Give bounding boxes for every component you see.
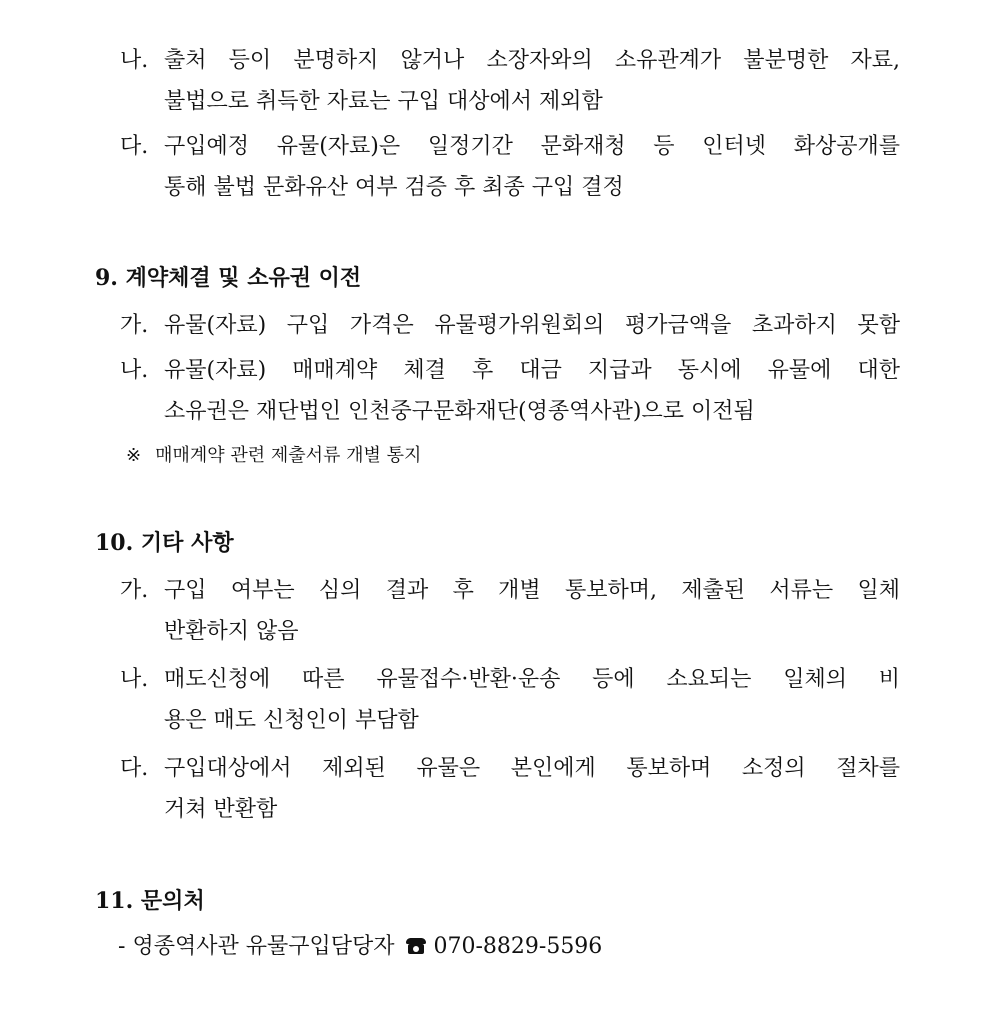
item-text-line1: 구입 여부는 심의 결과 후 개별 통보하며, 제출된 서류는 일체 <box>164 577 900 603</box>
contact-phone: 070-8829-5596 <box>433 934 603 959</box>
item-marker: 가. <box>120 577 149 603</box>
section11-heading: 11. 문의처 <box>95 888 205 914</box>
section10-item-na <box>120 655 900 743</box>
section10-heading: 10. 기타 사항 <box>95 530 234 556</box>
note-text: 매매계약 관련 제출서류 개별 통지 <box>155 445 422 466</box>
item-text-line2: 반환하지 않음 <box>164 619 299 644</box>
contact-label: 영종역사관 유물구입담당자 <box>132 934 395 959</box>
item-text-line1: 매도신청에 따른 유물접수·반환·운송 등에 소요되는 일체의 비 <box>164 666 900 692</box>
section9-note <box>126 441 421 471</box>
section10-item-ga <box>120 566 900 654</box>
item-marker: 나. <box>120 47 149 73</box>
item-text-line2: 용은 매도 신청인이 부담함 <box>164 708 419 733</box>
section8-item-na <box>120 36 900 124</box>
item-marker: 다. <box>120 133 149 159</box>
contact-dash: - <box>118 934 126 959</box>
contact-line <box>118 932 602 962</box>
item-text-line1: 구입예정 유물(자료)은 일정기간 문화재청 등 인터넷 화상공개를 <box>164 133 900 159</box>
item-marker: 다. <box>120 755 149 781</box>
telephone-icon <box>405 938 427 954</box>
item-text-line2: 거쳐 반환함 <box>164 797 278 822</box>
item-text-line1: 유물(자료) 구입 가격은 유물평가위원회의 평가금액을 초과하지 못함 <box>164 312 900 338</box>
section8-item-da <box>120 122 900 210</box>
item-text-line1: 구입대상에서 제외된 유물은 본인에게 통보하며 소정의 절차를 <box>164 755 900 781</box>
section10-item-da <box>120 744 900 832</box>
item-text-line2: 소유권은 재단법인 인천중구문화재단(영종역사관)으로 이전됨 <box>164 399 755 424</box>
item-marker: 가. <box>120 312 149 338</box>
reference-mark: ※ <box>126 445 142 466</box>
item-marker: 나. <box>120 666 149 692</box>
item-text-line2: 불법으로 취득한 자료는 구입 대상에서 제외함 <box>164 89 603 114</box>
item-text-line1: 출처 등이 분명하지 않거나 소장자와의 소유관계가 불분명한 자료, <box>164 47 900 73</box>
section9-heading: 9. 계약체결 및 소유권 이전 <box>95 265 362 291</box>
section9-item-na <box>120 346 900 434</box>
section9-item-ga <box>120 301 900 345</box>
item-marker: 나. <box>120 357 149 383</box>
item-text-line2: 통해 불법 문화유산 여부 검증 후 최종 구입 결정 <box>164 175 624 200</box>
item-text-line1: 유물(자료) 매매계약 체결 후 대금 지급과 동시에 유물에 대한 <box>164 357 900 383</box>
